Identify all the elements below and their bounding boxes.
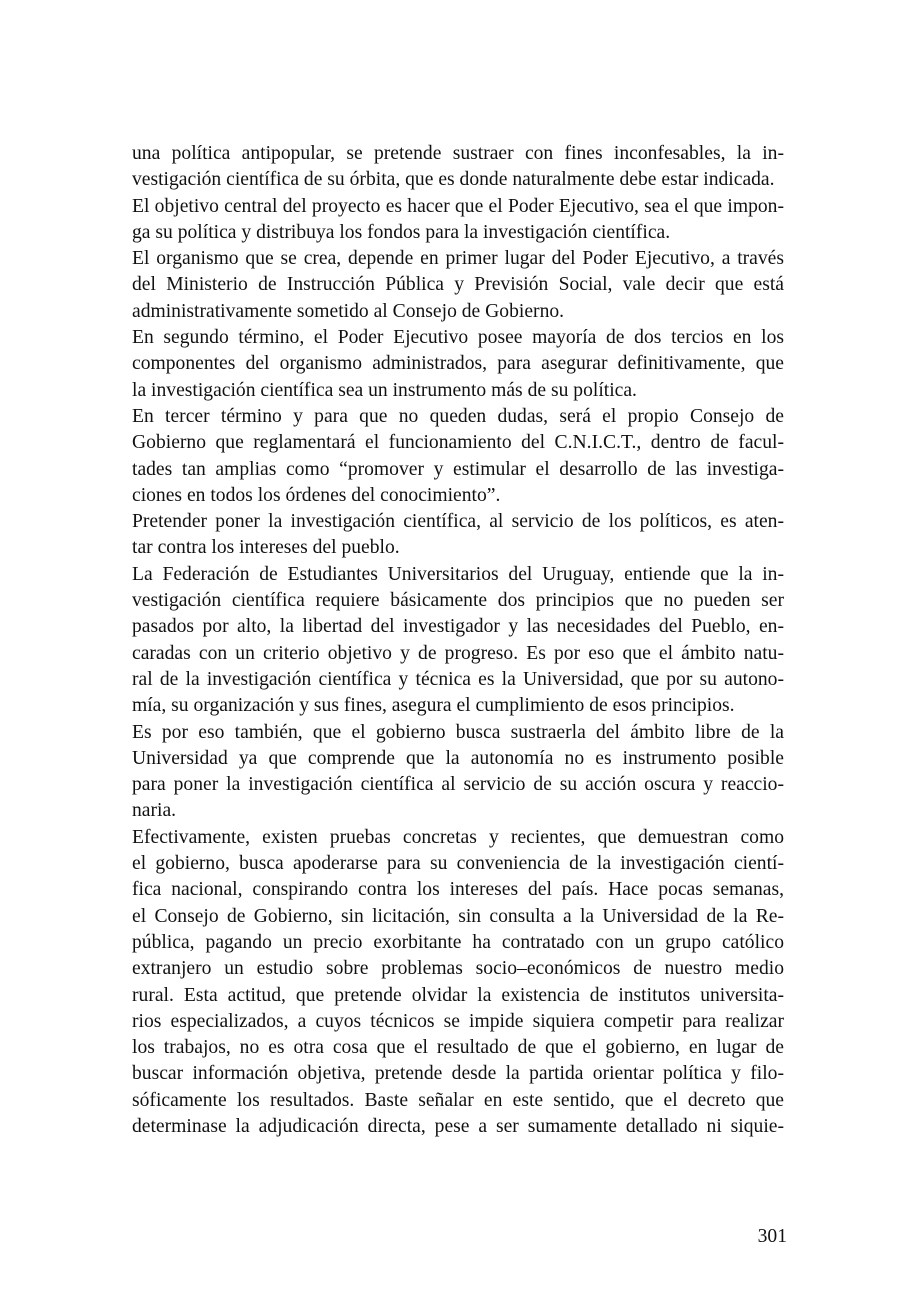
text-line: fica nacional, conspirando contra los intereses del país. Hace pocas semanas, [132,879,784,901]
text-line: ral de la investigación científica y técnica es la Universidad, que por su autono- [132,668,784,690]
text-line: componentes del organismo administrados, para asegurar definitivamente, que [132,353,784,375]
text-line: En segundo término, el Poder Ejecutivo posee mayoría de dos tercios en los [132,327,784,349]
text-line: tar contra los intereses del pueblo. [132,537,400,559]
text-line: para poner la investigación científica al servicio de su acción oscura y reaccio- [132,774,784,796]
text-line: rios especializados, a cuyos técnicos se impide siquiera competir para realizar [132,1010,784,1032]
text-line: buscar información objetiva, pretende desde la partida orientar política y filo- [132,1063,784,1085]
text-line: caradas con un criterio objetivo y de progreso. Es por eso que el ámbito natu- [132,642,784,664]
text-line: extranjero un estudio sobre problemas socio–económicos de nuestro medio [132,958,784,980]
body-text [132,141,784,1140]
text-line: ga su política y distribuya los fondos para la investigación científica. [132,221,671,243]
text-line: En tercer término y para que no queden dudas, será el propio Consejo de [132,405,784,427]
text-line: del Ministerio de Instrucción Pública y Previsión Social, vale decir que está [132,274,784,296]
text-line: una política antipopular, se pretende sustraer con fines inconfesables, la in- [132,143,784,164]
text-line: tades tan amplias como “promover y estimular el desarrollo de las investiga- [132,458,784,480]
text-line: vestigación científica de su órbita, que es donde naturalmente debe estar indicada. [132,169,775,191]
text-line: ciones en todos los órdenes del conocimiento”. [132,484,501,506]
text-line: Universidad ya que comprende que la autonomía no es instrumento posible [132,747,784,769]
text-line: Es por eso también, que el gobierno busca sustraerla del ámbito libre de la [132,721,784,743]
text-line: la investigación científica sea un instrumento más de su política. [132,379,637,401]
text-line: vestigación científica requiere básicamente dos principios que no pueden ser [132,590,784,612]
text-line: pública, pagando un precio exorbitante ha contratado con un grupo católico [132,931,784,953]
text-line: Efectivamente, existen pruebas concretas y recientes, que demuestran como [132,826,784,848]
text-line: sóficamente los resultados. Baste señalar en este sentido, que el decreto que [132,1089,784,1111]
text-line: El organismo que se crea, depende en primer lugar del Poder Ejecutivo, a través [132,248,784,270]
text-line: el gobierno, busca apoderarse para su conveniencia de la investigación cientí- [132,853,784,875]
text-line: determinase la adjudicación directa, pese a ser sumamente detallado ni siquie- [132,1115,784,1137]
text-line: pasados por alto, la libertad del investigador y las necesidades del Pueblo, en- [132,616,784,638]
text-line: mía, su organización y sus fines, asegura el cumplimiento de esos principios. [132,695,735,717]
text-line: el Consejo de Gobierno, sin licitación, sin consulta a la Universidad de la Re- [132,905,784,927]
text-line: los trabajos, no es otra cosa que el resultado de que el gobierno, en lugar de [132,1037,784,1059]
text-line: Gobierno que reglamentará el funcionamiento del C.N.I.C.T., dentro de facul- [132,432,784,454]
text-line: El objetivo central del proyecto es hacer que el Poder Ejecutivo, sea el que impon- [132,195,784,217]
text-line: naria. [132,800,177,822]
text-line: Pretender poner la investigación científica, al servicio de los políticos, es aten- [132,511,784,533]
text-line: rural. Esta actitud, que pretende olvidar la existencia de institutos universita- [132,984,784,1006]
page-number: 301 [757,1226,787,1247]
text-line: administrativamente sometido al Consejo de Gobierno. [132,300,565,322]
text-line: La Federación de Estudiantes Universitarios del Uruguay, entiende que la in- [132,563,784,585]
